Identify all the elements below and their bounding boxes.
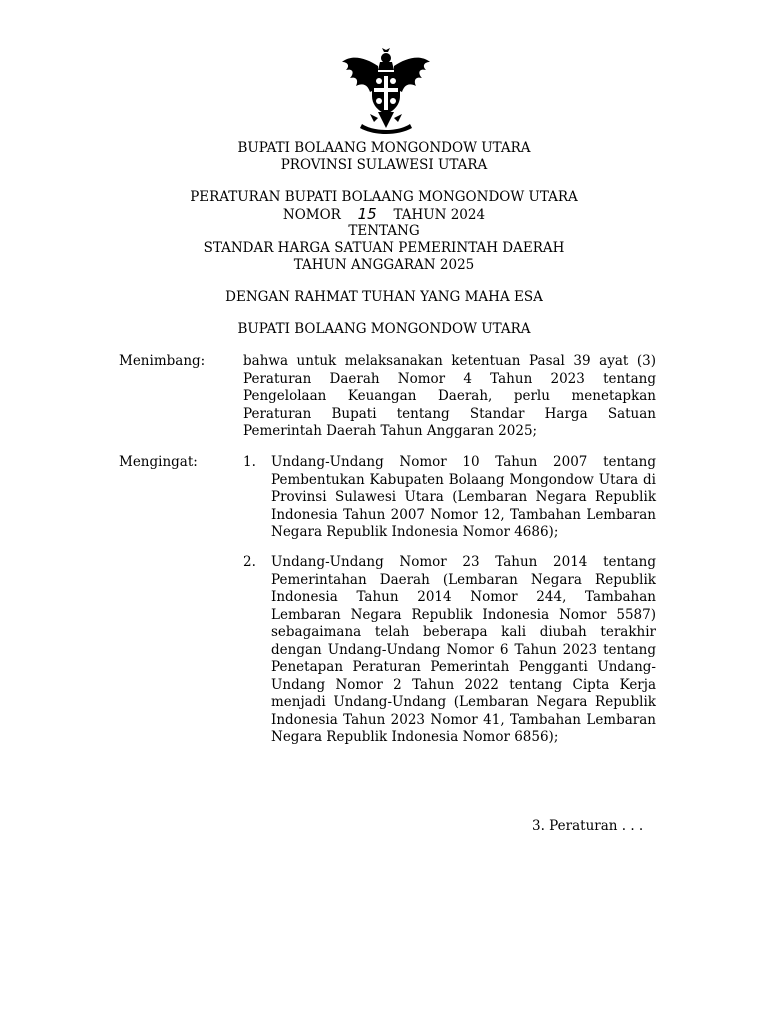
nomor-label: NOMOR [282, 207, 341, 223]
fiscal-year: TAHUN ANGGARAN 2025 [293, 257, 475, 273]
tentang-label: TENTANG [348, 223, 420, 239]
nomor-value: 15 [357, 205, 377, 223]
tahun-label: TAHUN 2024 [393, 207, 486, 223]
mengingat-item-number: 2. [243, 554, 256, 570]
mengingat-item-text: Undang-Undang Nomor 23 Tahun 2014 tentang Pemerintahan Daerah (Lembaran Negara Republik Indonesia Tahun 2014 Nomor 244, Tambahan Lembaran Negara Republik Indonesia Nomor 5587) sebagaimana telah beberapa kali diubah terakhir dengan Undang-Undang Nomor 6 Tahun 2023 tentang Penetapan Peraturan Pemerintah Pengganti Undang-Undang Nomor 2 Tahun 2022 tentang Cipta Kerja menjadi Undang-Undang (Lembaran Negara Republik Indonesia Tahun 2023 Nomor 41, Tambahan Lembaran Negara Republik Indonesia Nomor 6856); [271, 554, 656, 745]
mengingat-label: Mengingat: [119, 454, 198, 470]
header-regent: BUPATI BOLAANG MONGONDOW UTARA [237, 140, 531, 156]
issuer: BUPATI BOLAANG MONGONDOW UTARA [237, 321, 531, 337]
invocation: DENGAN RAHMAT TUHAN YANG MAHA ESA [225, 289, 543, 305]
garuda-emblem-icon [338, 48, 434, 136]
mengingat-item-text: Undang-Undang Nomor 10 Tahun 2007 tentang Pembentukan Kabupaten Bolaang Mongondow Utara di Provinsi Sulawesi Utara (Lembaran Negara Republik Indonesia Tahun 2007 Nomor 12, Tambahan Lembaran Negara Republik Indonesia Nomor 4686); [271, 454, 656, 540]
regulation-title: PERATURAN BUPATI BOLAANG MONGONDOW UTARA [190, 189, 578, 205]
menimbang-text: bahwa untuk melaksanakan ketentuan Pasal 39 ayat (3) Peraturan Daerah Nomor 4 Tahun 2023 tentang Pengelolaan Keuangan Daerah, perlu menetapkan Peraturan Bupati tentang Standar Harga Satuan Pemerintah Daerah Tahun Anggaran 2025; [243, 353, 656, 439]
mengingat-item-number: 1. [243, 454, 256, 470]
menimbang-label: Menimbang: [119, 353, 206, 369]
header-province: PROVINSI SULAWESI UTARA [280, 157, 488, 173]
regulation-subject: STANDAR HARGA SATUAN PEMERINTAH DAERAH [203, 240, 565, 256]
page-continuation: 3. Peraturan . . . [532, 818, 644, 834]
regulation-number-line [0, 206, 768, 224]
